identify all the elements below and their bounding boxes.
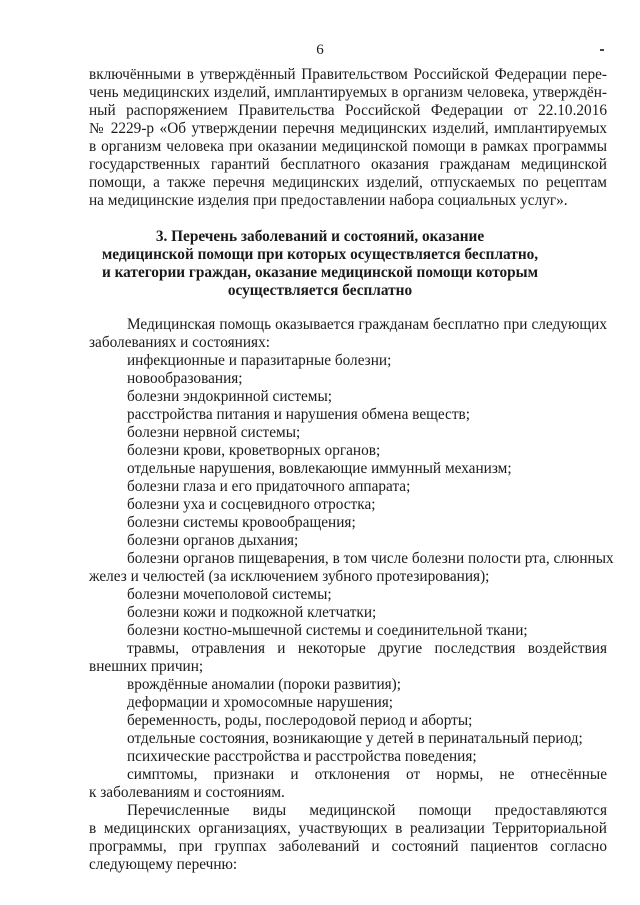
page-number: 6: [316, 42, 324, 58]
list-item-continuation: внешних причин;: [89, 658, 204, 675]
list-item: болезни системы кровообращения;: [127, 514, 356, 531]
list-item: симптомы, признаки и отклонения от нормы, не отнесённые: [127, 766, 607, 783]
intro-line: на медицинские изделия при предоставлении набора социальных услуг».: [89, 192, 568, 209]
list-item: отдельные нарушения, вовлекающие иммунный механизм;: [127, 460, 512, 477]
list-item: болезни органов пищеварения, в том числе болезни полости рта, слюнных: [127, 550, 614, 567]
list-item: болезни мочеполовой системы;: [127, 586, 332, 603]
list-item: болезни эндокринной системы;: [127, 388, 333, 405]
list-item: болезни кожи и подкожной клетчатки;: [127, 604, 377, 621]
body-line: Перечисленные виды медицинской помощи предоставляются: [127, 802, 607, 819]
body-line: в медицинских организациях, участвующих в реализации Территориальной: [89, 820, 607, 837]
list-item: болезни нервной системы;: [127, 424, 301, 441]
intro-line: ный распоряжением Правительства Российской Федерации от 22.10.2016: [89, 102, 607, 119]
list-item-continuation: желез и челюстей (за исключением зубного протезирования);: [89, 568, 490, 585]
body-line: Медицинская помощь оказывается гражданам бесплатно при следующих: [127, 316, 607, 333]
list-item: инфекционные и паразитарные болезни;: [127, 352, 392, 369]
intro-line: помощи, а также перечня медицинских изделий, отпускаемых по рецептам: [89, 174, 607, 191]
list-item: деформации и хромосомные нарушения;: [127, 694, 394, 711]
list-item: беременность, роды, послеродовой период и аборты;: [127, 712, 473, 729]
list-item: болезни уха и сосцевидного отростка;: [127, 496, 376, 513]
list-item: болезни крови, кроветворных органов;: [127, 442, 381, 459]
list-item: болезни органов дыхания;: [127, 532, 299, 549]
list-item: расстройства питания и нарушения обмена веществ;: [127, 406, 470, 423]
body-line: заболеваниях и состояниях:: [89, 334, 270, 351]
body-line: программы, при группах заболеваний и состояний пациентов согласно: [89, 838, 607, 855]
list-item: травмы, отравления и некоторые другие последствия воздействия: [127, 640, 607, 657]
heading-line: осуществляется бесплатно: [227, 282, 413, 299]
intro-line: государственных гарантий бесплатного оказания гражданам медицинской: [89, 156, 607, 173]
list-item: новообразования;: [127, 370, 243, 387]
heading-line: и категории граждан, оказание медицинской помощи которым: [101, 264, 539, 281]
intro-line: в организм человека при оказании медицинской помощи в рамках программы: [89, 138, 607, 155]
heading-line: 3. Перечень заболеваний и состояний, оказание: [155, 228, 485, 245]
list-item: болезни глаза и его придаточного аппарата;: [127, 478, 411, 495]
scan-mark: [600, 49, 604, 51]
intro-line: чень медицинских изделий, имплантируемых в организм человека, утверждён-: [89, 84, 607, 101]
list-item-continuation: к заболеваниям и состояниям.: [89, 784, 285, 801]
list-item: психические расстройства и расстройства поведения;: [127, 748, 477, 765]
heading-line: медицинской помощи при которых осуществляется бесплатно,: [101, 246, 539, 263]
list-item: болезни костно-мышечной системы и соединительной ткани;: [127, 622, 528, 639]
list-item: отдельные состояния, возникающие у детей в перинатальный период;: [127, 730, 583, 747]
intro-line: № 2229-р «Об утверждении перечня медицинских изделий, имплантируемых: [89, 120, 607, 137]
intro-line: включёнными в утверждённый Правительством Российской Федерации пере-: [89, 66, 607, 83]
body-line: следующему перечню:: [89, 856, 238, 873]
list-item: врождённые аномалии (пороки развития);: [127, 676, 402, 693]
